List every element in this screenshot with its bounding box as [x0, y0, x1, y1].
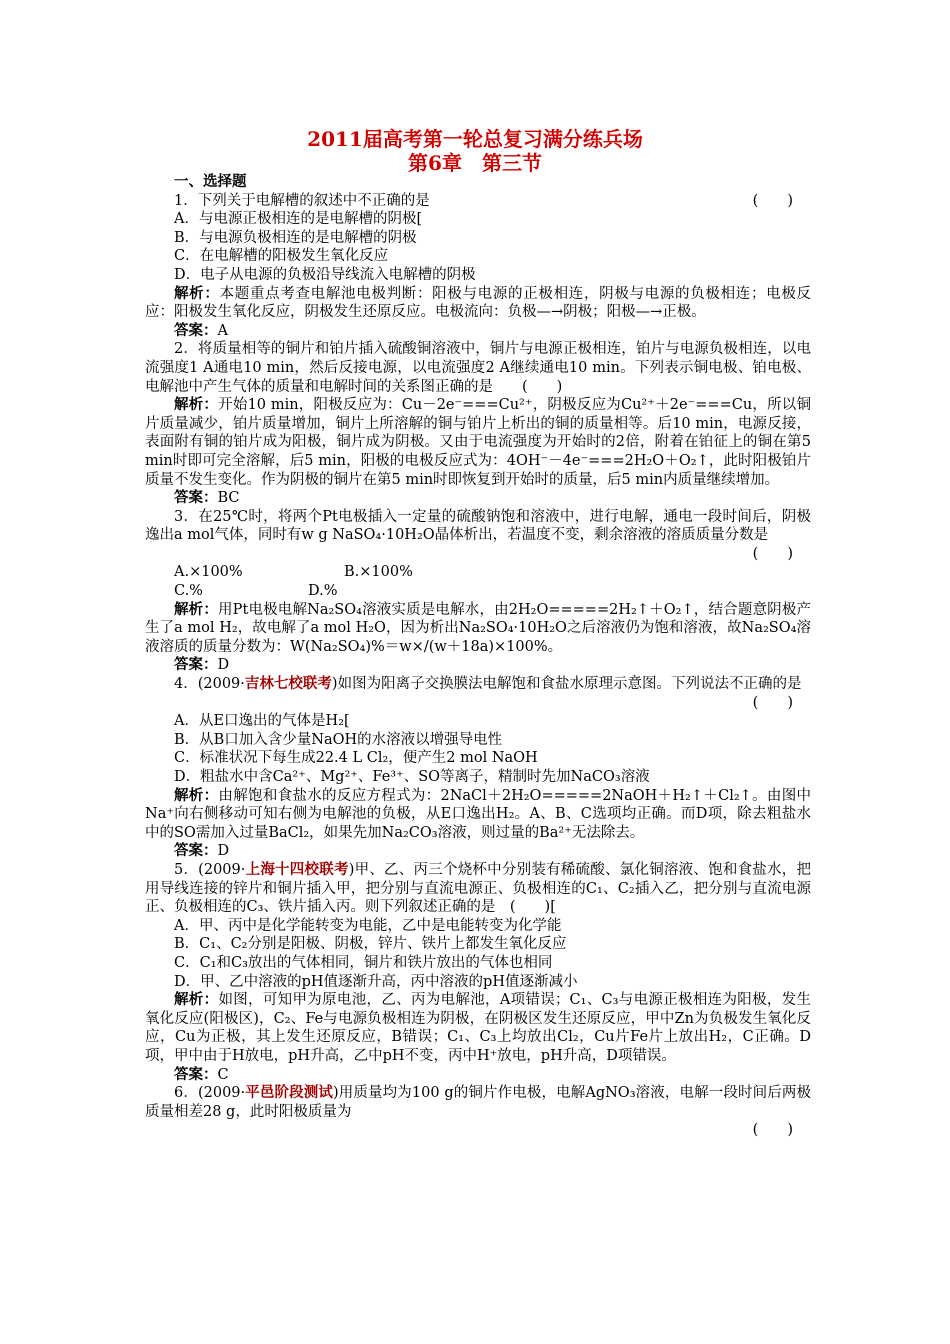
- answer: [145, 489, 811, 508]
- analysis-label: 解析：: [174, 991, 219, 1009]
- option-b: B.×100%: [344, 564, 413, 581]
- answer: [145, 656, 811, 675]
- option-a: A．从E口逸出的气体是H₂[: [174, 713, 350, 730]
- answer: [145, 842, 811, 861]
- question-6-stem: [145, 1084, 811, 1121]
- analysis-text: 用Pt电极电解Na₂SO₄溶液实质是电解水，由2H₂O=====2H₂↑＋O₂↑，结合题意阴极产生了a mol H₂，故电解了a mol H₂O，因为析出Na₂SO₄·10H₂O之后溶液仍为饱和溶液，故Na₂SO₄溶液溶质的质量分数为：W(Na₂SO₄)%＝w×/(w＋18a)×100%。: [145, 601, 812, 655]
- question-text: )甲、乙、丙三个烧杯中分别装有稀硫酸、氯化铜溶液、饱和食盐水，把用导线连接的锌片和铜片插入甲，把分别与直流电源正、负极相连的C₁、C₂插入乙，把分别与直流电源正、负极相连的C₃、铁片插入丙。则下列叙述正确的是 ( )[: [145, 861, 811, 916]
- option-d: D．甲、乙中溶液的pH值逐渐升高，丙中溶液的pH值逐渐减小: [174, 973, 578, 990]
- analysis: [145, 285, 811, 322]
- answer-paren: ( ): [752, 545, 793, 562]
- analysis: [145, 601, 811, 657]
- chapter-subtitle: 第6章 第三节: [408, 151, 542, 175]
- answer-label: 答案：: [174, 842, 218, 860]
- answer-value: A: [217, 322, 228, 339]
- analysis-text: 如图，可知甲为原电池，乙、丙为电解池，A项错误；C₁、C₃与电源正极相连为阳极，发生氧化反应(阳极区)，C₂、Fe与电源负极相连为阴极，在阴极区发生还原反应，甲中Zn为负极发生氧化反应，Cu为正极，其上发生还原反应，B错误；C₁、C₃上均放出Cl₂，Cu片Fe片上放出H₂，C正确。D项，甲中由于H放电，pH升高，乙中pH不变，丙中H⁺放电，pH升高，D项错误。: [145, 992, 811, 1064]
- question-4-paren-row: [145, 694, 811, 713]
- answer-label: 答案：: [174, 321, 218, 339]
- option-c: C．标准状况下每生成22.4 L Cl₂，便产生2 mol NaOH: [174, 750, 538, 767]
- question-text: 1．下列关于电解槽的叙述中不正确的是: [174, 192, 430, 209]
- option-c: C．在电解槽的阳极发生氧化反应: [174, 248, 389, 265]
- answer-paren: ( ): [752, 1122, 793, 1139]
- analysis-label: 解析：: [174, 396, 219, 414]
- options-row-ab: [145, 563, 811, 582]
- answer: [145, 1066, 811, 1085]
- question-5-stem: [145, 861, 811, 917]
- section-heading: 一、选择题: [174, 173, 247, 190]
- analysis-label: 解析：: [174, 600, 219, 618]
- question-1-stem: [145, 192, 811, 211]
- answer-paren: ( ): [752, 192, 793, 209]
- option-b: B．从B口加入含少量NaOH的水溶液以增强导电性: [174, 731, 503, 748]
- analysis-label: 解析：: [174, 786, 219, 804]
- option-a: A．甲、丙中是化学能转变为电能，乙中是电能转变为化学能: [174, 917, 562, 934]
- answer-value: D: [217, 657, 230, 674]
- source-label: 吉林七校联考: [244, 675, 332, 693]
- question-3-stem: [145, 508, 811, 545]
- answer-value: BC: [217, 490, 240, 507]
- option-b: B．C₁、C₂分别是阳极、阴极，锌片、铁片上都发生氧化反应: [174, 936, 567, 953]
- question-prefix: 6．(2009·: [174, 1085, 246, 1102]
- option-a: A.×100%: [174, 564, 243, 581]
- analysis-text: 本题重点考查电解池电极判断：阳极与电源的正极相连，阴极与电源的负极相连；电极反应：阳极发生氧化反应，阴极发生还原反应。电极流向：负极—→阴极；阳极—→正极。: [145, 285, 812, 321]
- question-text: )用质量均为100 g的铜片作电极，电解AgNO₃溶液，电解一段时间后两极质量相差28 g，此时阳极质量为: [145, 1085, 811, 1120]
- source-label: 平邑阶段测试: [245, 1084, 334, 1102]
- option-d: D.%: [308, 583, 338, 600]
- option-c: C．C₁和C₃放出的气体相同，铜片和铁片放出的气体也相同: [174, 954, 553, 971]
- analysis: [145, 991, 811, 1065]
- answer-paren: ( ): [752, 694, 793, 711]
- option-d: D．电子从电源的负极沿导线流入电解槽的阴极: [174, 266, 476, 283]
- option-a: A．与电源正极相连的是电解槽的阴极[: [174, 211, 423, 228]
- answer-label: 答案：: [174, 1065, 218, 1083]
- document-title: 2011届高考第一轮总复习满分练兵场: [307, 127, 643, 151]
- analysis: [145, 787, 811, 843]
- option-b: B．与电源负极相连的是电解槽的阴极: [174, 229, 417, 246]
- question-3-paren-row: [145, 545, 811, 564]
- answer-label: 答案：: [174, 656, 218, 674]
- question-6-paren-row: [145, 1121, 811, 1140]
- question-text: 3．在25℃时，将两个Pt电极插入一定量的硫酸钠饱和溶液中，进行电解，通电一段时间后，阴极逸出a mol气体，同时有w g NaSO₄·10H₂O晶体析出，若温度不变，剩余溶液的溶质质量分数是: [145, 508, 811, 544]
- answer-value: D: [217, 843, 230, 860]
- question-text: )如图为阳离子交换膜法电解饱和食盐水原理示意图。下列说法不正确的是: [331, 676, 802, 693]
- question-4-stem: [145, 675, 811, 694]
- question-prefix: 5．(2009·: [174, 861, 246, 878]
- question-2-stem: 2．将质量相等的铜片和铂片插入硫酸铜溶液中，铜片与电源正极相连，铂片与电源负极相连，以电流强度1 A通电10 min，然后反接电源，以电流强度2 A继续通电10 min。下列表示铜电极、铂电极、电解池中产生气体的质量和电解时间的关系图正确的是 ( ): [145, 341, 811, 395]
- document-body: [145, 173, 811, 1140]
- answer-label: 答案：: [174, 489, 218, 507]
- options-row-cd: [145, 582, 811, 601]
- analysis-text: 开始10 min，阳极反应为：Cu－2e⁻===Cu²⁺，阴极反应为Cu²⁺＋2e⁻===Cu，所以铜片质量减少，铂片质量增加，铜片上所溶解的铜与铂片上析出的铜的质量相等。后10 min，电源反接，表面附有铜的铂片成为阳极，铜片成为阴极。又由于电流强度为开始时的2倍，附着在铂征上的铜在第5 min时即可完全溶解，后5 min，阳极的电极反应式为：4OH⁻－4e⁻===2H₂O＋O₂↑，此时阳极铂片质量不发生变化。作为阴极的铜片在第5 min时即恢复到开始时的质量，后5 min内质量继续增加。: [145, 397, 812, 488]
- analysis-label: 解析：: [174, 284, 220, 302]
- answer: [145, 322, 811, 341]
- option-c: C.%: [174, 583, 203, 600]
- question-prefix: 4．(2009·: [174, 676, 245, 693]
- analysis-text: 由解饱和食盐水的反应方程式为：2NaCl＋2H₂O=====2NaOH＋H₂↑＋Cl₂↑。由图中Na⁺向右侧移动可知右侧为电解池的负极，从E口逸出H₂。A、B、C选项均正确。而D项，除去粗盐水中的SO需加入过量BaCl₂，如果先加Na₂CO₃溶液，则过量的Ba²⁺无法除去。: [145, 787, 812, 841]
- analysis: [145, 396, 811, 489]
- option-d: D．粗盐水中含Ca²⁺、Mg²⁺、Fe³⁺、SO等离子，精制时先加NaCO₃溶液: [174, 769, 650, 785]
- source-label: 上海十四校联考: [245, 860, 349, 878]
- answer-value: C: [217, 1066, 229, 1083]
